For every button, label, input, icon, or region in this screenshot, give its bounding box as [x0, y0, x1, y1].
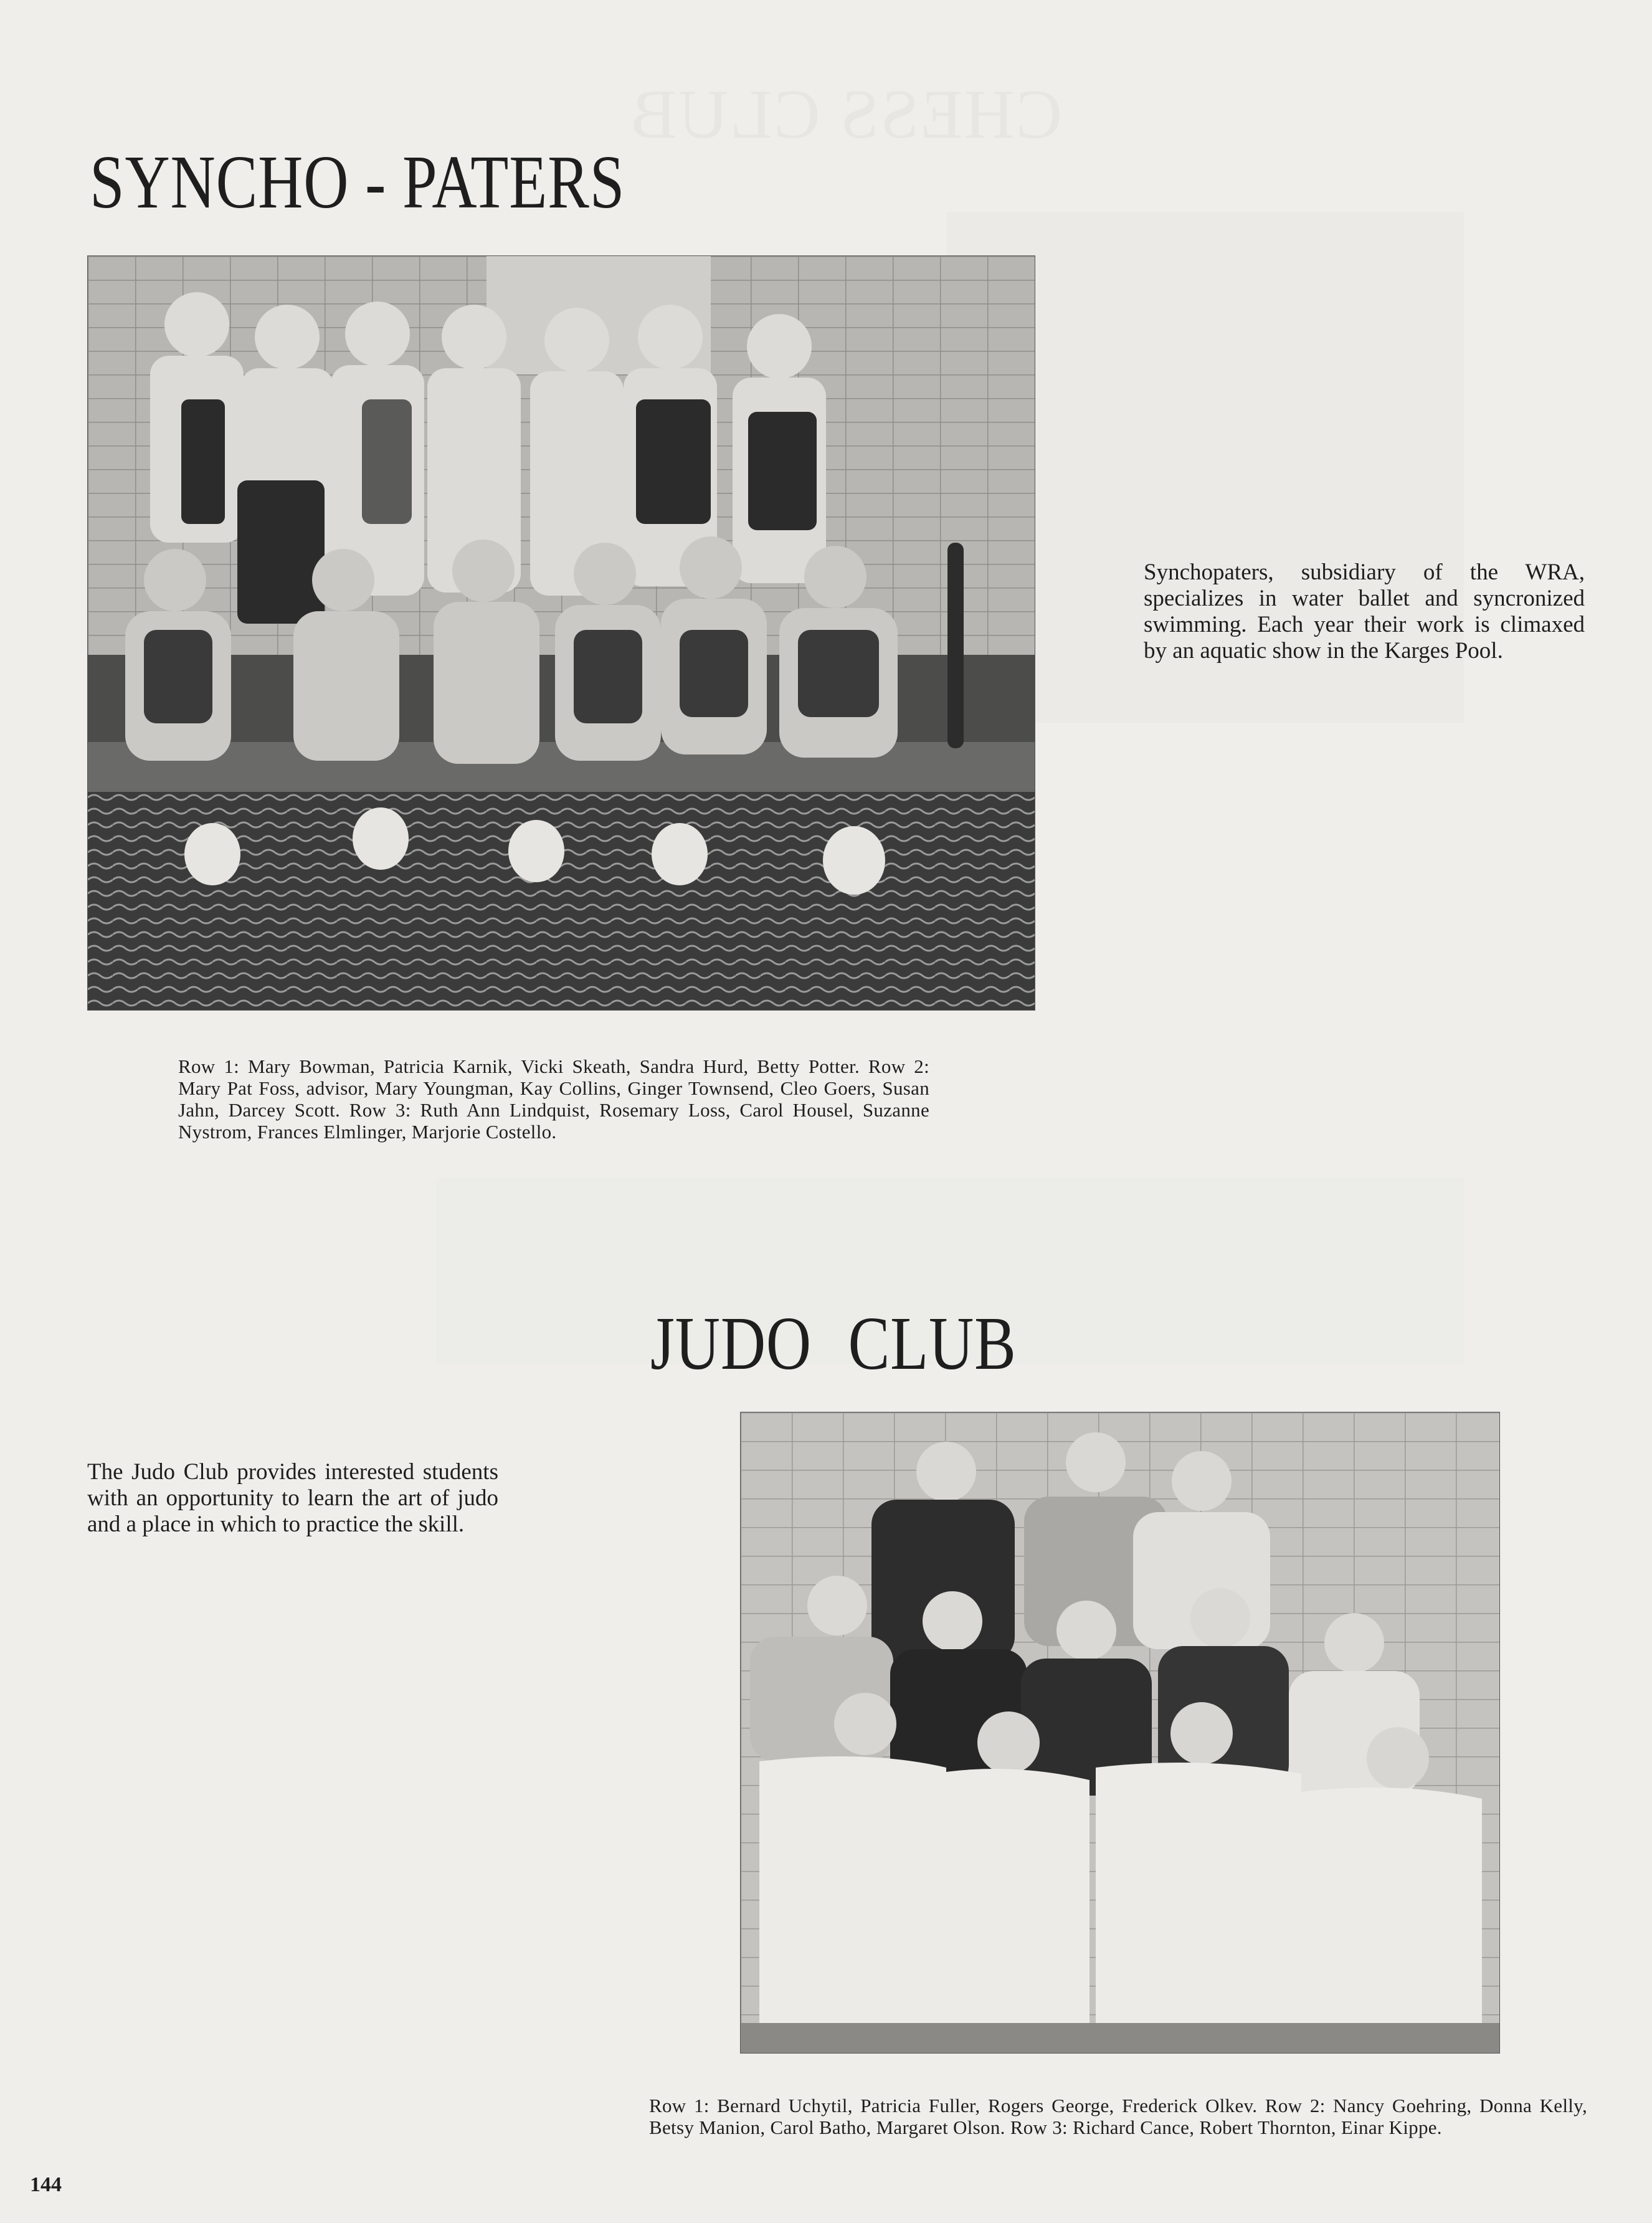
judo-club-caption: Row 1: Bernard Uchytil, Patricia Fuller, Rogers George, Frederick Olkev. Row 2: Nancy Goehring, Donna Kelly, Betsy Manion, Carol Batho, Margaret Olson. Row 3: Richard Cance, Robert Thornton, Einar Kippe. — [649, 2095, 1587, 2138]
judo-club-description: The Judo Club provides interested students with an opportunity to learn the art of judo and a place in which to practice the skill. — [87, 1459, 498, 1537]
page-title-judo-club: JUDO CLUB — [650, 1302, 1017, 1386]
show-through-heading: CHESS CLUB — [629, 76, 1063, 153]
page-number: 144 — [30, 2173, 62, 2196]
page-title-synchopaters: SYNCHO - PATERS — [90, 140, 625, 224]
synchopaters-description: Synchopaters, subsidiary of the WRA, specializes in water ballet and syncronized swimming. Each year their work is climaxed by an aquatic show in the Karges Pool. — [1144, 559, 1585, 664]
synchopaters-caption: Row 1: Mary Bowman, Patricia Karnik, Vicki Skeath, Sandra Hurd, Betty Potter. Row 2: Mary Pat Foss, advisor, Mary Youngman, Kay Collins, Ginger Townsend, Cleo Goers, Susan Jahn, Darcey Scott. Row 3: Ruth Ann Lindquist, Rosemary Loss, Carol Housel, Suzanne Nystrom, Frances Elmlinger, Marjorie Costello. — [178, 1055, 929, 1143]
judo-club-group-photo — [740, 1412, 1500, 2054]
synchopaters-photo-image — [88, 256, 1035, 1010]
judo-club-photo-image — [741, 1412, 1499, 2053]
synchopaters-group-photo — [87, 255, 1035, 1011]
